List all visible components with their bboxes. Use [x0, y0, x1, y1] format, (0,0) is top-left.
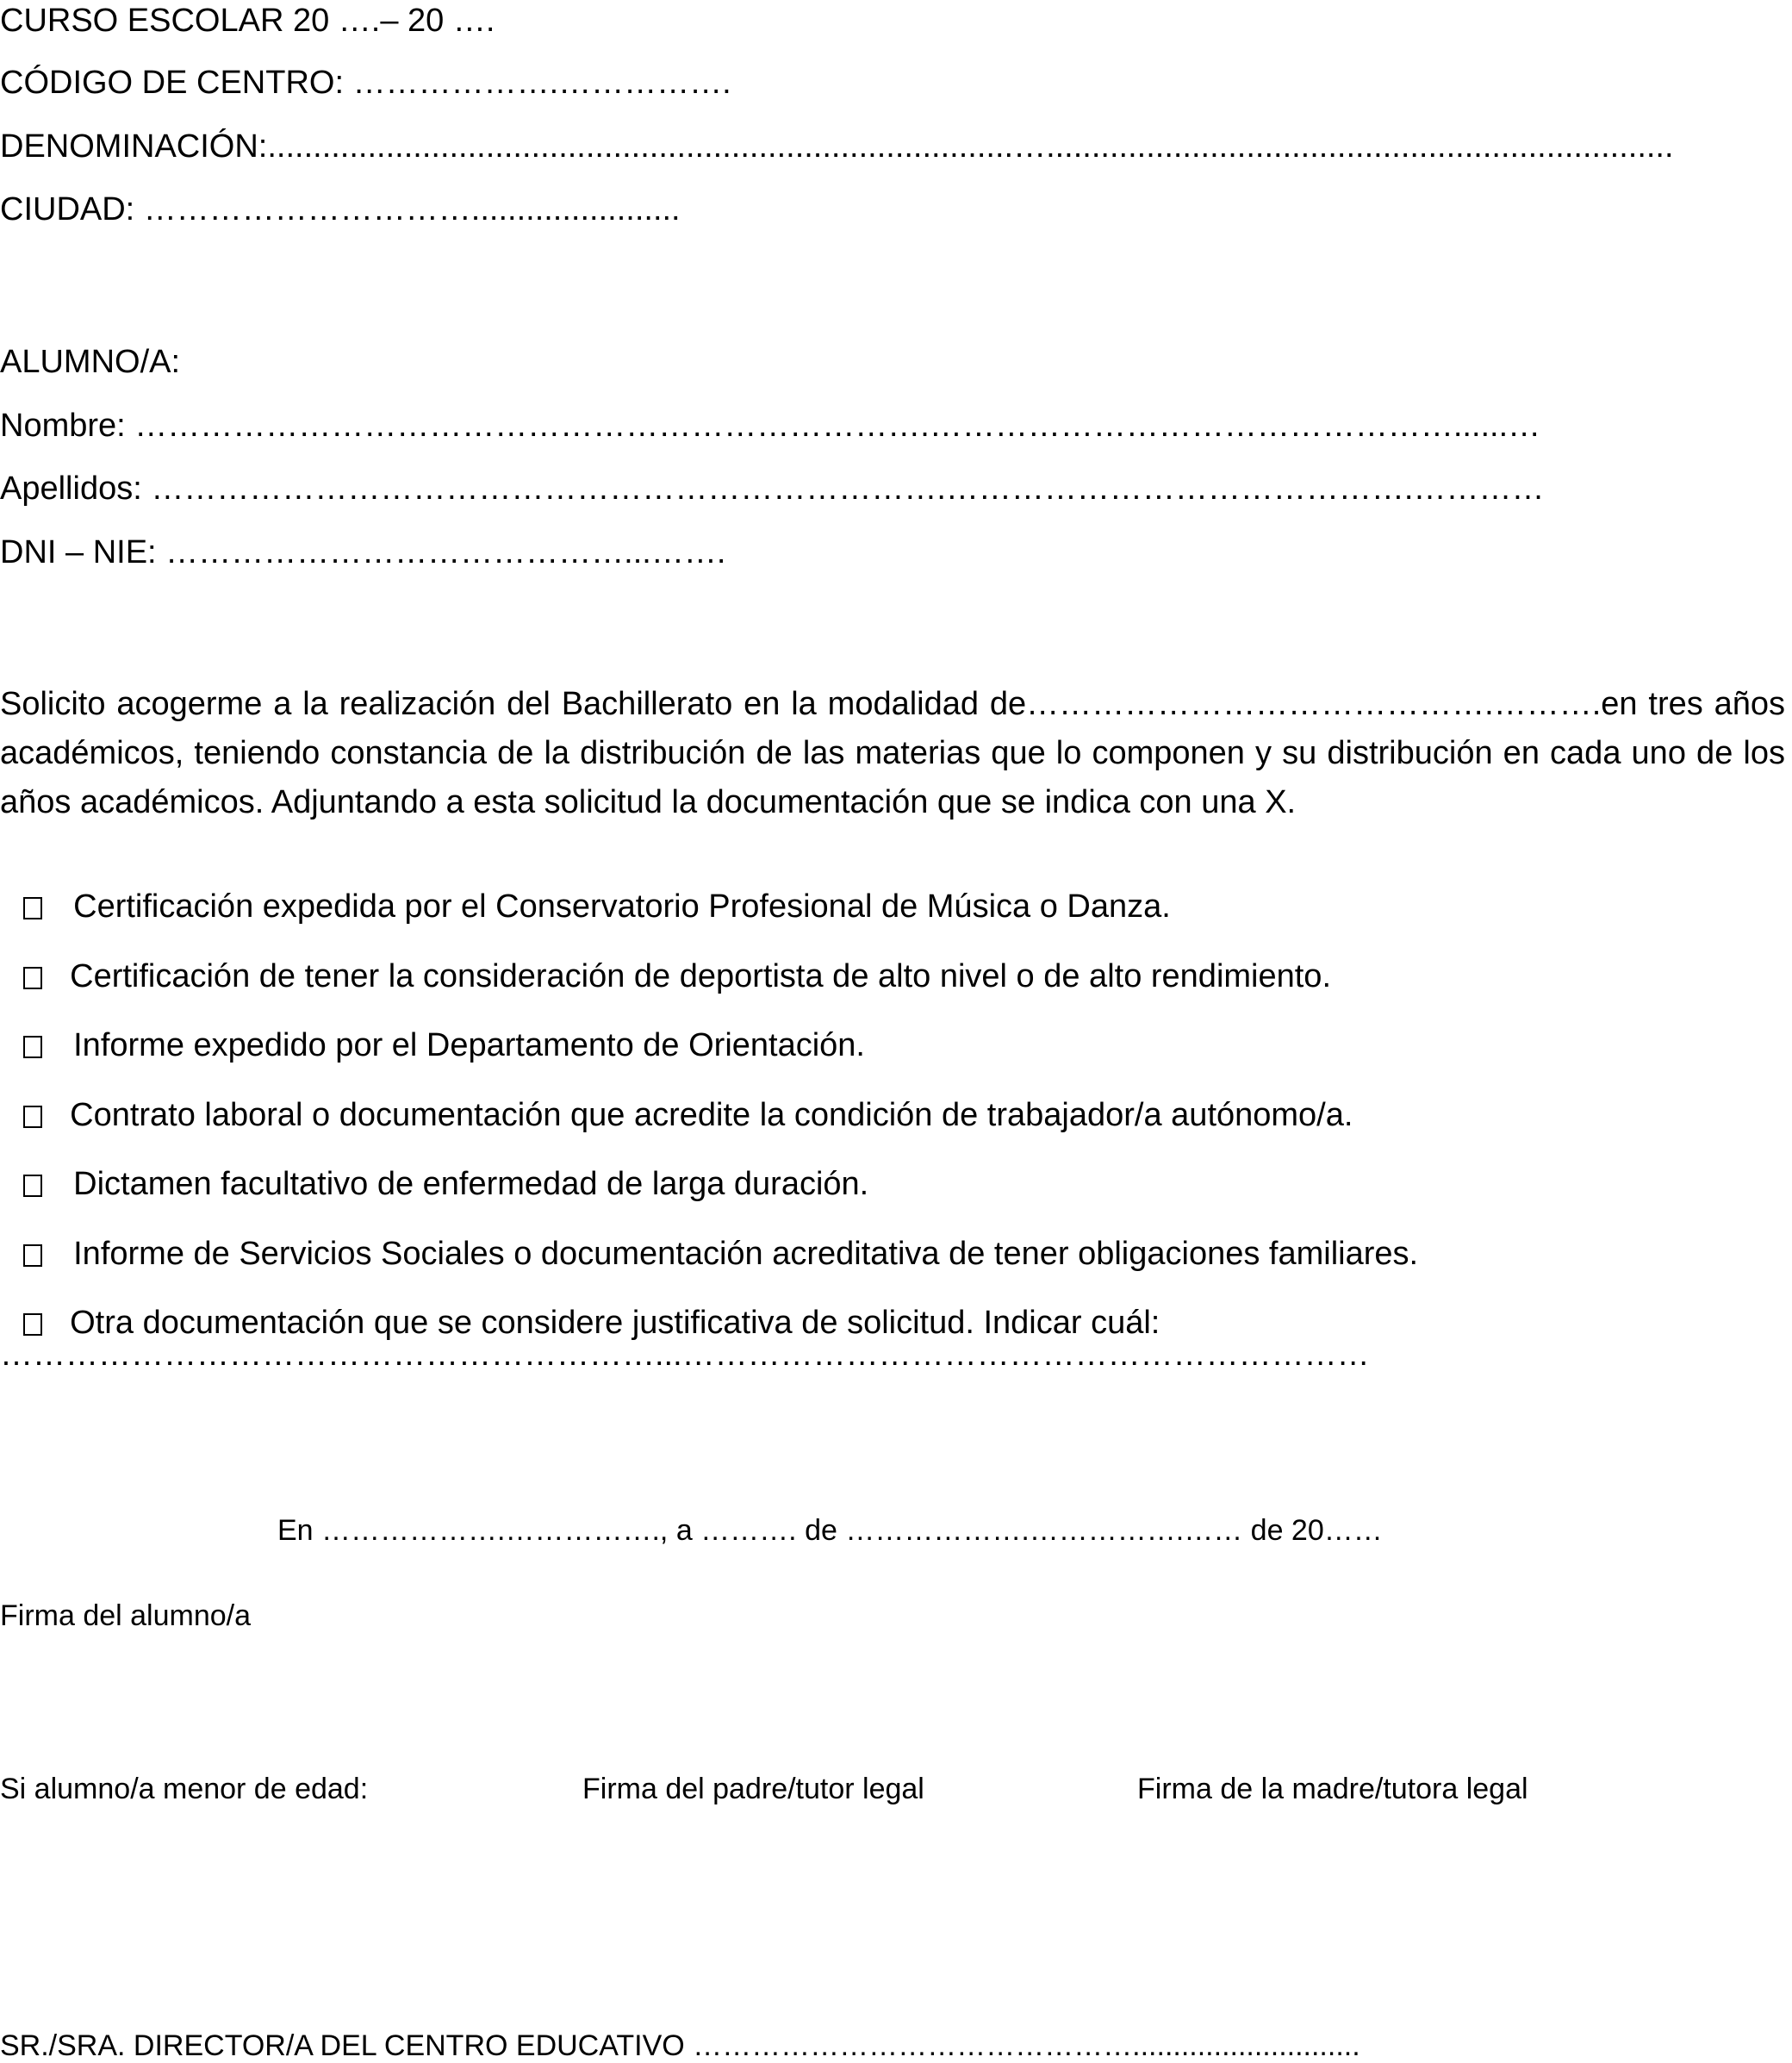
checkbox-icon[interactable] — [23, 1106, 42, 1128]
checkbox-icon[interactable] — [23, 1313, 42, 1336]
document-label: Informe de Servicios Sociales o documentación acreditativa de tener obligaciones familiares. — [73, 1236, 1419, 1272]
document-label: Contrato laboral o documentación que acredite la condición de trabajador/a autónomo/a. — [70, 1097, 1353, 1133]
dni-nie-field: DNI – NIE: ……………………………………...……. — [0, 534, 726, 570]
nombre-field: Nombre: ……………………………………………………………….…………………………………………......… — [0, 408, 1541, 444]
checkbox-icon[interactable] — [23, 1175, 42, 1197]
checkbox-icon[interactable] — [23, 897, 42, 919]
student-signature-label: Firma del alumno/a — [0, 1599, 252, 1632]
checkbox-icon[interactable] — [23, 967, 42, 989]
document-label: Certificación de tener la consideración de deportista de alto nivel o de alto rendimiento. — [70, 958, 1331, 994]
alumno-title: ALUMNO/A: — [0, 344, 181, 380]
request-text: Solicito acogerme a la realización del Bachillerato en la modalidad de…………………………………….……….en tres años académicos, teniendo constancia de la distribución de las materias que lo componen y su distribución en cada uno de los años académicos. Adjuntando a esta solicitud la documentación que se indica con una X. — [0, 686, 1785, 820]
document-label: Certificación expedida por el Conservatorio Profesional de Música o Danza. — [73, 888, 1171, 925]
document-item-4 — [0, 1058, 1353, 1134]
director-address: SR./SRA. DIRECTOR/A DEL CENTRO EDUCATIVO ………………………………………............................ — [0, 2029, 1360, 2062]
checkbox-icon[interactable] — [23, 1036, 42, 1058]
document-item-2 — [0, 919, 1331, 995]
document-label: Otra documentación que se considere justificativa de solicitud. Indicar cuál: — [70, 1305, 1160, 1341]
curso-escolar: CURSO ESCOLAR 20 ….– 20 …. — [0, 3, 495, 39]
apellidos-field: Apellidos: ……………………………………………………………….…………………………………….………… — [0, 471, 1545, 507]
document-label: Dictamen facultativo de enfermedad de larga duración. — [73, 1166, 869, 1202]
denominacion: DENOMINACIÓN:..................................................................................…..................................................................... — [0, 128, 1674, 165]
request-paragraph — [0, 680, 1785, 827]
document-item-1 — [0, 850, 1171, 926]
codigo-centro: CÓDIGO DE CENTRO: ……………….……………. — [0, 65, 731, 101]
checkbox-icon[interactable] — [23, 1244, 42, 1267]
document-item-7 — [0, 1266, 1160, 1342]
minor-label: Si alumno/a menor de edad: — [0, 1773, 369, 1805]
mother-signature-label: Firma de la madre/tutora legal — [1137, 1773, 1528, 1805]
document-label: Informe expedido por el Departamento de Orientación. — [73, 1027, 865, 1063]
ciudad: CIUDAD: …………………………....................... — [0, 191, 681, 227]
document-item-6 — [0, 1197, 1418, 1273]
date-place-line: En ……………….……………., a ………. de ……………….…………….…… de 20…… — [277, 1514, 1383, 1547]
father-signature-label: Firma del padre/tutor legal — [582, 1773, 924, 1805]
other-documentation-line: ……………………………………………………...……………………………………………………… — [0, 1337, 1370, 1373]
document-item-5 — [0, 1127, 868, 1203]
document-item-3 — [0, 988, 865, 1064]
